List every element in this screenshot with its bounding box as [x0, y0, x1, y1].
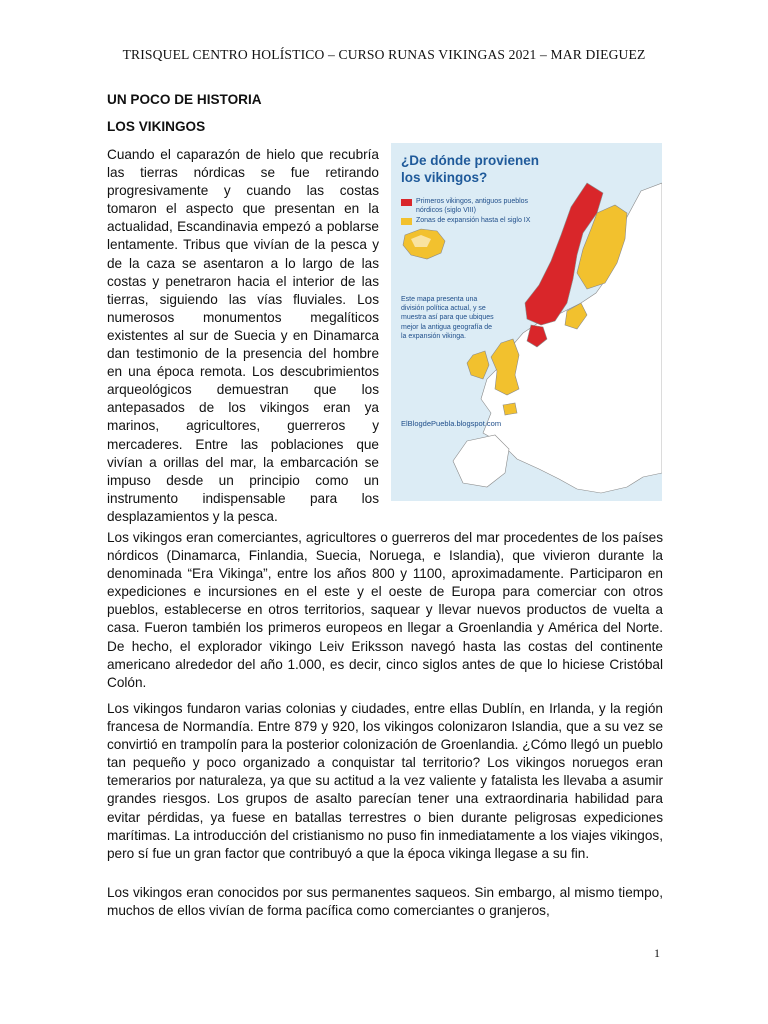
- paragraph-4: Los vikingos eran conocidos por sus permanentes saqueos. Sin embargo, al mismo tiempo, muchos de ellos vivían de forma pacífica como comerciantes o granjeros,: [107, 885, 663, 919]
- legend-label-yellow: Zonas de expansión hasta el siglo IX: [416, 217, 531, 224]
- viking-origin-map: [391, 143, 662, 501]
- page-header: TRISQUEL CENTRO HOLÍSTICO – CURSO RUNAS VIKINGAS 2021 – MAR DIEGUEZ: [122, 47, 646, 62]
- legend-label-red: Primeros vikingos, antiguos pueblos nórdicos (siglo VIII): [416, 198, 529, 214]
- paragraph-1: Cuando el caparazón de hielo que recubría las tierras nórdicas se fue retirando progresivamente y cuando las costas tomaron el aspecto que presentan en la actualidad, Escandinavia empezó a poblarse lentamente. Tribus que vivían de la pesca y de la caza se asentaron a lo largo de las costas y penetraron hacia el interior de las tierras, siguiendo las vías fluviales. Los numerosos monumentos megalíticos existentes al sur de Suecia y en Dinamarca dan testimonio de la presencia del hombre en una época remota. Los descubrimientos arqueológicos demuestran que los antepasados de los vikingos eran ya marinos, agricultores, guerreros y mercaderes. Entre las poblaciones que vivían a orillas del mar, la embarcación se impuso desde un principio como un instrumento indispensable para los desplazamientos y la pesca.: [107, 147, 379, 524]
- paragraph-2: Los vikingos eran comerciantes, agricultores o guerreros del mar procedentes de los países nórdicos (Dinamarca, Finlandia, Suecia, Noruega, e Islandia), que vivieron durante la denominada “Era Vikinga”, entre los años 800 y 1100, aproximadamente. Participaron en expediciones e incursiones en el este y el oeste de Europa para comerciar con otros pueblos, establecerse en otros territorios, saquear y llevar nuevos productos de vuelta a casa. Fueron también los primeros europeos en llegar a Groenlandia y América del Norte. De hecho, el explorador vikingo Leiv Eriksson navegó hasta las costas del continente americano alrededor del año 1.000, es decir, cinco siglos antes de que lo hiciese Cristóbal Colón.: [107, 530, 663, 690]
- paragraph-3: Los vikingos fundaron varias colonias y ciudades, entre ellas Dublín, en Irlanda, y la región francesa de Normandía. Entre 879 y 920, los vikingos colonizaron Islandia, que a su vez se convirtió en trampolín para la posterior colonización de Groenlandia. ¿Cómo llegó un pueblo tan pequeño y poco organizado a conquistar tal territorio? Los vikingos noruegos eran temerarios por naturaleza, ya que su actitud a la vez valiente y fatalista les llevaba a asumir grandes riesgos. Los grupos de asalto parecían tener una extraordinaria habilidad para evitar pérdidas, ya fuese en batallas terrestres o bien durante peligrosas expediciones marítimas. La introducción del cristianismo no puso fin inmediatamente a los viajes vikingos, pero sí fue un gran factor que contribuyó a que la época vikinga llegase a su fin.: [107, 701, 663, 861]
- page-number: 1: [654, 946, 660, 960]
- legend-item-yellow: [401, 217, 536, 226]
- map-title: ¿De dónde provienen los vikingos?: [401, 153, 540, 185]
- legend-swatch-red: [401, 199, 412, 206]
- map-note: Este mapa presenta una división política actual, y se muestra así para que ubiques mejor la antigua geografía de la expansión vikinga.: [401, 296, 494, 340]
- map-credit: ElBlogdePuebla.blogspot.com: [401, 419, 502, 428]
- legend-swatch-yellow: [401, 218, 412, 225]
- heading-vikings: LOS VIKINGOS: [107, 119, 206, 134]
- heading-history: UN POCO DE HISTORIA: [107, 92, 262, 107]
- legend-item-red: [401, 198, 536, 215]
